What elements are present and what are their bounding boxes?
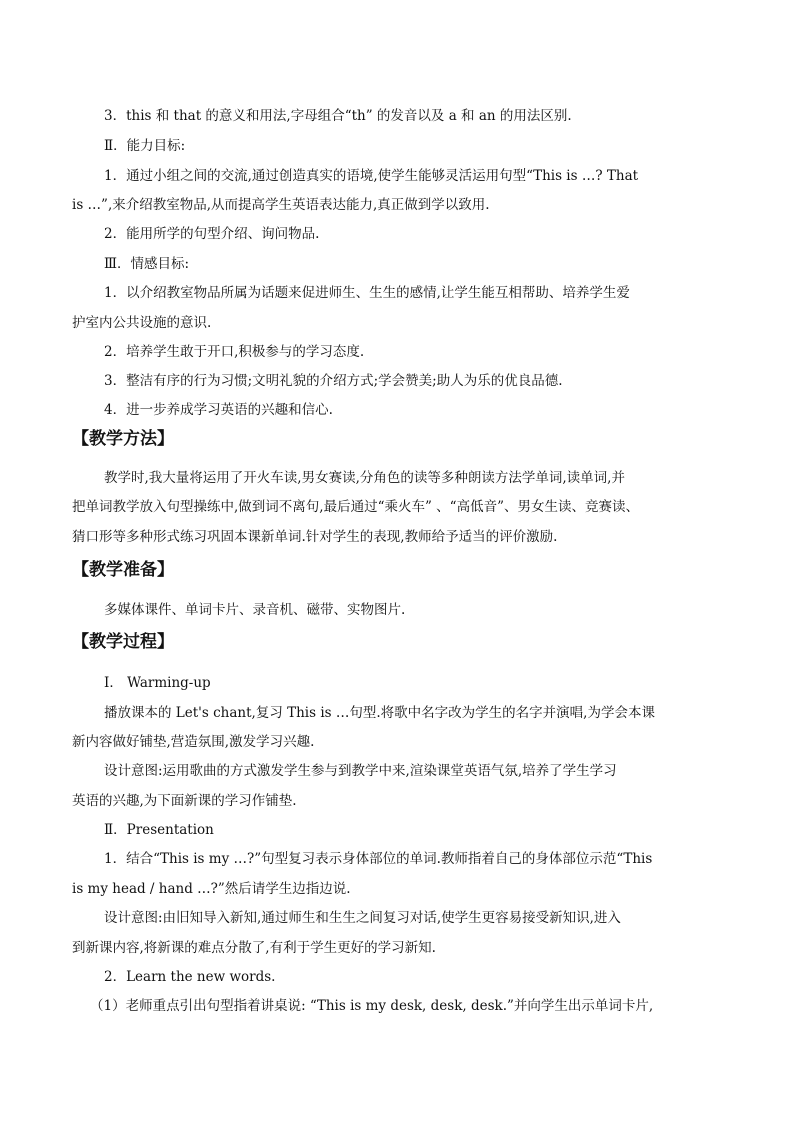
- presentation-design-line1: 设计意图:由旧知导入新知,通过师生和生生之间复习对话,使学生更容易接受新知识,进入: [104, 910, 621, 926]
- emotion-item-1-line2: 护室内公共设施的意识.: [72, 315, 212, 331]
- ability-objectives-title: Ⅱ．能力目标:: [104, 138, 186, 154]
- presentation-title: Ⅱ．Presentation: [104, 822, 214, 838]
- section-heading-method: 【教学方法】: [72, 429, 174, 449]
- emotion-item-3: 3．整洁有序的行为习惯;文明礼貌的介绍方式;学会赞美;助人为乐的优良品德.: [104, 373, 563, 389]
- warmup-design-line1: 设计意图:运用歌曲的方式激发学生参与到教学中来,渲染课堂英语气氛,培养了学生学习: [104, 763, 617, 779]
- presentation-design-line2: 到新课内容,将新课的难点分散了,有利于学生更好的学习新知.: [72, 940, 436, 956]
- presentation-step1-line1: 1．结合“This is my …?”句型复习表示身体部位的单词.教师指着自己的身体部位示范“This: [104, 851, 653, 867]
- method-paragraph-line1: 教学时,我大量将运用了开火车读,男女赛读,分角色的读等多种朗读方法学单词,读单词,并: [104, 470, 625, 486]
- method-paragraph-line2: 把单词教学放入句型操练中,做到词不离句,最后通过“乘火车” 、“高低音”、男女生读、竞赛读、: [72, 499, 639, 515]
- presentation-step2-title: 2．Learn the new words.: [104, 969, 276, 985]
- preparation-paragraph: 多媒体课件、单词卡片、录音机、磁带、实物图片.: [104, 602, 406, 618]
- emotion-item-4: 4．进一步养成学习英语的兴趣和信心.: [104, 402, 333, 418]
- presentation-step1-line2: is my head / hand …?”然后请学生边指边说.: [72, 881, 351, 897]
- section-heading-preparation: 【教学准备】: [72, 560, 174, 580]
- section-heading-process: 【教学过程】: [72, 632, 174, 652]
- ability-item-1-line1: 1．通过小组之间的交流,通过创造真实的语境,使学生能够灵活运用句型“This is …? That: [104, 168, 639, 184]
- warmup-title: Ⅰ． Warming-up: [104, 675, 211, 691]
- emotion-item-2: 2．培养学生敢于开口,积极参与的学习态度.: [104, 344, 365, 360]
- objective-item-3: 3．this 和 that 的意义和用法,字母组合“th” 的发音以及 a 和 an 的用法区别.: [104, 108, 572, 124]
- ability-item-1-line2: is …”,来介绍教室物品,从而提高学生英语表达能力,真正做到学以致用.: [72, 197, 490, 213]
- warmup-paragraph-line2: 新内容做好铺垫,营造氛围,激发学习兴趣.: [72, 734, 315, 750]
- method-paragraph-line3: 猜口形等多种形式练习巩固本课新单词.针对学生的表现,教师给予适当的评价激励.: [72, 529, 558, 545]
- warmup-paragraph-line1: 播放课本的 Let's chant,复习 This is …句型.将歌中名字改为学生的名字并演唱,为学会本课: [104, 705, 655, 721]
- ability-item-2: 2．能用所学的句型介绍、询问物品.: [104, 226, 320, 242]
- warmup-design-line2: 英语的兴趣,为下面新课的学习作铺垫.: [72, 793, 297, 809]
- emotion-objectives-title: Ⅲ．情感目标:: [104, 256, 190, 272]
- emotion-item-1-line1: 1．以介绍教室物品所属为话题来促进师生、生生的感情,让学生能互相帮助、培养学生爱: [104, 285, 630, 301]
- presentation-step2-sub1: （1）老师重点引出句型指着讲桌说: “This is my desk, desk, desk.”并向学生出示单词卡片,: [90, 998, 654, 1014]
